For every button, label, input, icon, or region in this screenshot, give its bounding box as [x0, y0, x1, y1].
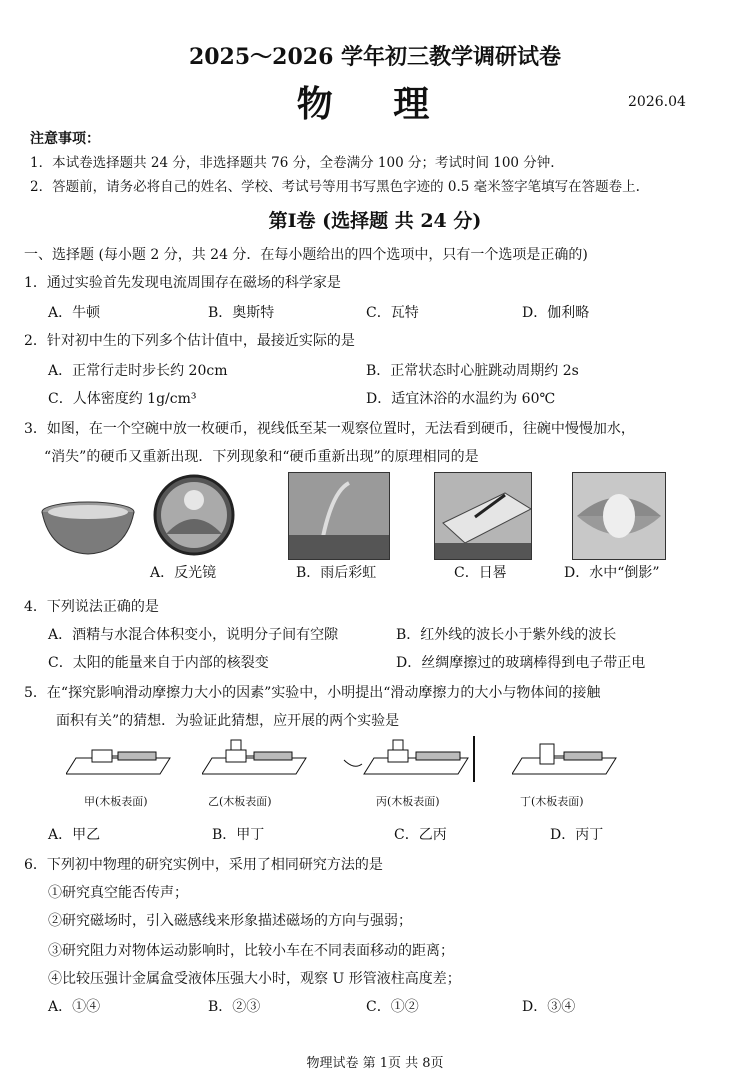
q3-option-b: B．雨后彩虹 [296, 565, 377, 581]
exam-date: 2026.04 [628, 94, 686, 110]
q6-option-d: D．③④ [522, 999, 576, 1015]
setup-bing [340, 736, 490, 784]
section-title: 第Ⅰ卷 (选择题 共 24 分) [268, 210, 482, 232]
q6-item-3: ③研究阻力对物体运动影响时，比较小车在不同表面移动的距离； [48, 943, 454, 959]
q3-stem-line2: “消失”的硬币又重新出现．下列现象和“硬币重新出现”的原理相同的是 [44, 449, 479, 465]
q4-option-d: D．丝绸摩擦过的玻璃棒得到电子带正电 [396, 655, 646, 671]
q5-option-c: C．乙丙 [394, 827, 447, 843]
q6-option-b: B．②③ [208, 999, 261, 1015]
q6-option-c: C．①② [366, 999, 419, 1015]
q3-stem-line1: 3．如图，在一个空碗中放一枚硬币，视线低至某一观察位置时，无法看到硬币，往碗中慢慢加水， [24, 421, 635, 437]
setup-label-ding: 丁(木板表面) [520, 795, 584, 808]
notes-heading: 注意事项： [30, 131, 100, 147]
q4-option-c: C．太阳的能量来自于内部的核裂变 [48, 655, 269, 671]
exam-title: 2025～2026 学年初三教学调研试卷 [188, 44, 562, 70]
q2-option-d: D．适宜沐浴的水温约为 60℃ [366, 391, 556, 407]
q1-stem: 1．通过实验首先发现电流周围存在磁场的科学家是 [24, 275, 341, 291]
rainbow-image [288, 472, 390, 560]
q1-option-d: D．伽利略 [522, 305, 590, 321]
setup-label-bing: 丙(木板表面) [376, 795, 440, 808]
setup-yi [202, 736, 312, 784]
q5-stem-line1: 5．在“探究影响滑动摩擦力大小的因素”实验中，小明提出“滑动摩擦力的大小与物体间的接触 [24, 685, 601, 701]
bowl-image [38, 498, 138, 558]
page-footer: 物理试卷 第 1页 共 8页 [306, 1056, 444, 1071]
section-instruction: 一、选择题 (每小题 2 分，共 24 分．在每小题给出的四个选项中，只有一个选项是正确的) [24, 247, 588, 263]
q2-option-a: A．正常行走时步长约 20cm [48, 363, 228, 379]
convex-mirror-image [146, 474, 242, 556]
q6-item-2: ②研究磁场时，引入磁感线来形象描述磁场的方向与强弱； [48, 913, 412, 929]
q1-option-c: C．瓦特 [366, 305, 419, 321]
sundial-image [434, 472, 532, 560]
q3-option-c: C．日晷 [454, 565, 507, 581]
q2-option-c: C．人体密度约 1g/cm³ [48, 391, 197, 407]
notes-item-1: 1．本试卷选择题共 24 分，非选择题共 76 分，全卷满分 100 分；考试时间 100 分钟. [30, 155, 555, 171]
setup-jia [66, 744, 176, 784]
subject-title: 物 理 [296, 83, 454, 125]
setup-ding [512, 738, 622, 784]
bridge-reflection-image [572, 472, 666, 560]
setup-label-yi: 乙(木板表面) [208, 795, 272, 808]
q1-option-b: B．奥斯特 [208, 305, 275, 321]
q4-option-a: A．酒精与水混合体积变小，说明分子间有空隙 [48, 627, 339, 643]
setup-label-jia: 甲(木板表面) [84, 795, 148, 808]
q4-stem: 4．下列说法正确的是 [24, 599, 159, 615]
q5-stem-line2: 面积有关”的猜想．为验证此猜想，应开展的两个实验是 [56, 713, 400, 729]
q3-option-a: A．反光镜 [150, 565, 217, 581]
q5-option-a: A．甲乙 [48, 827, 101, 843]
q2-option-b: B．正常状态时心脏跳动周期约 2s [366, 363, 579, 379]
q5-option-d: D．丙丁 [550, 827, 604, 843]
q6-item-4: ④比较压强计金属盒受液体压强大小时，观察 U 形管液柱高度差； [48, 971, 461, 987]
q2-stem: 2．针对初中生的下列多个估计值中，最接近实际的是 [24, 333, 355, 349]
q6-option-a: A．①④ [48, 999, 101, 1015]
q3-option-d: D．水中“倒影” [564, 565, 660, 581]
notes-item-2: 2．答题前，请务必将自己的姓名、学校、考试号等用书写黑色字迹的 0.5 毫米签字笔填写在答题卷上. [30, 179, 640, 195]
q4-option-b: B．红外线的波长小于紫外线的波长 [396, 627, 617, 643]
q1-option-a: A．牛顿 [48, 305, 101, 321]
q5-option-b: B．甲丁 [212, 827, 265, 843]
q6-item-1: ①研究真空能否传声； [48, 885, 188, 901]
q6-stem: 6．下列初中物理的研究实例中，采用了相同研究方法的是 [24, 857, 383, 873]
